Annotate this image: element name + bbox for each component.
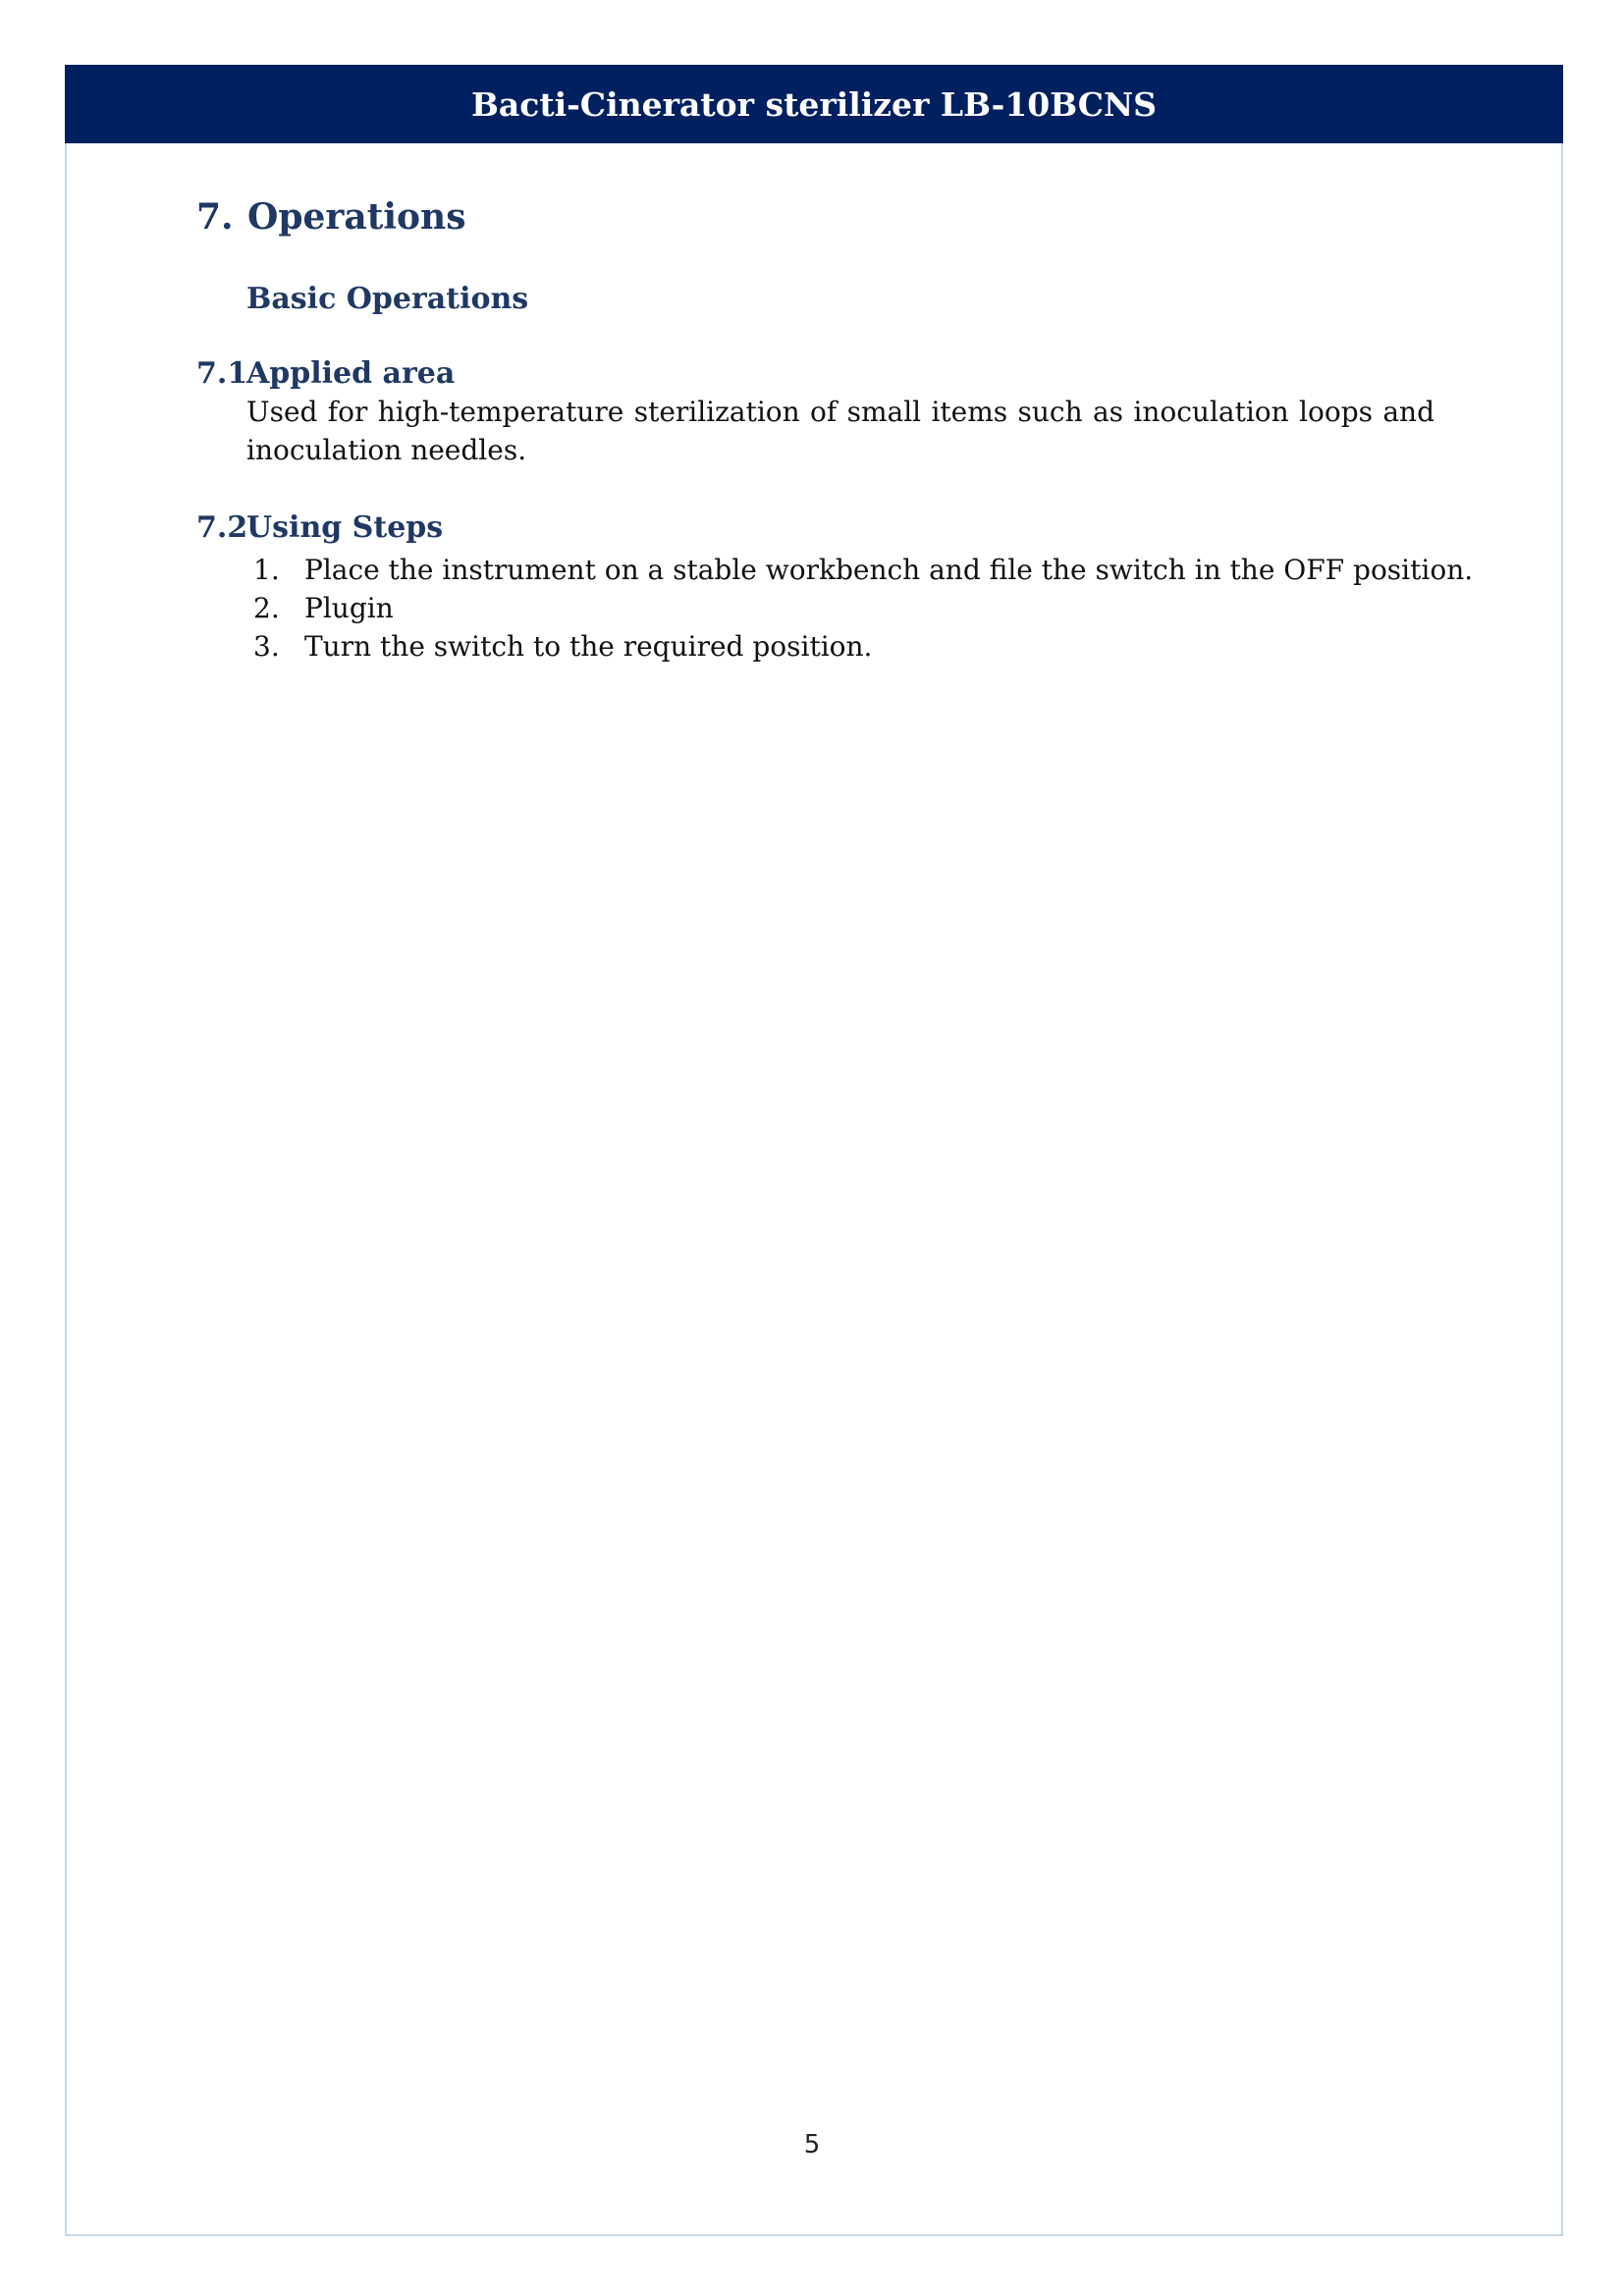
header-bar [65, 65, 1563, 143]
applied-area-title: Applied area [246, 356, 456, 391]
list-item [253, 627, 1473, 666]
step-text: Plugin [304, 592, 394, 624]
section-heading [196, 196, 466, 238]
list-item [253, 551, 1473, 589]
using-steps-number: 7.2 [196, 510, 248, 545]
section-title: Operations [247, 196, 466, 238]
document-title: Bacti-Cinerator sterilizer LB-10BCNS [470, 84, 1158, 124]
steps-list [253, 551, 1473, 666]
step-number: 1. [253, 554, 280, 586]
section-number: 7. [196, 196, 234, 238]
using-steps-title: Using Steps [246, 510, 444, 545]
using-steps-heading [196, 510, 443, 545]
applied-area-number: 7.1 [196, 356, 248, 391]
step-number: 2. [253, 592, 280, 624]
section-subheading: Basic Operations [246, 282, 529, 316]
list-item [253, 589, 1473, 627]
page-number: 5 [803, 2130, 821, 2160]
step-text: Place the instrument on a stable workbench and file the switch in the OFF position. [304, 554, 1474, 586]
applied-area-heading [196, 356, 455, 391]
applied-area-text: Used for high-temperature sterilization of small items such as inoculation loops and inoculation needles. [246, 396, 1435, 466]
step-text: Turn the switch to the required position. [304, 630, 873, 663]
step-number: 3. [253, 630, 280, 663]
